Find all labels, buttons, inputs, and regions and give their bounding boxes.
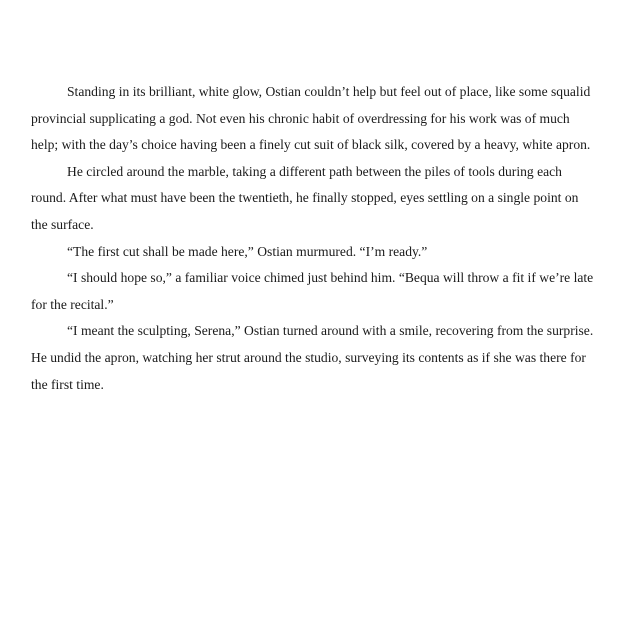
paragraph-3: “The first cut shall be made here,” Ostian murmured. “I’m ready.”	[67, 243, 428, 259]
story-text	[31, 79, 597, 398]
paragraph-5: “I meant the sculpting, Serena,” Ostian turned around with a smile, recovering from the surprise. He undid the apron, watching her strut around the studio, surveying its contents as if she was there for the first time.	[31, 323, 594, 392]
paragraph-2: He circled around the marble, taking a different path between the piles of tools during each round. After what must have been the twentieth, he finally stopped, eyes settling on a single point on the surface.	[31, 163, 579, 232]
paragraph-4: “I should hope so,” a familiar voice chimed just behind him. “Bequa will throw a fit if we’re late for the recital.”	[31, 270, 594, 312]
paragraph-1: Standing in its brilliant, white glow, Ostian couldn’t help but feel out of place, like some squalid provincial supplicating a god. Not even his chronic habit of overdressing for his work was of much help; with the day’s choice having been a finely cut suit of black silk, covered by a heavy, white apron.	[31, 84, 591, 153]
